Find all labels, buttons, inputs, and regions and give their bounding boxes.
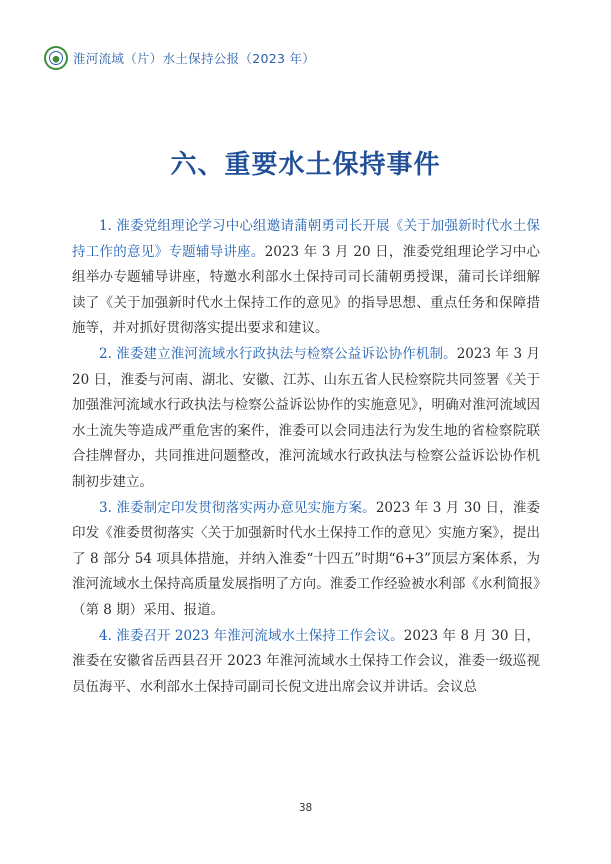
event-body-3: 2023 年 3 月 30 日，淮委印发《淮委贯彻落实〈关于加强新时代水土保持工作的意见〉实施方案》，提出了 8 部分 54 项具体措施，并纳入淮委“十四五”时期“6+3”顶层方案体系，为淮河流域水土保持高质量发展指明了方向。淮委工作经验被水利部《水利简报》（第 8 期）采用、报道。 <box>72 499 540 618</box>
event-body-1: 2023 年 3 月 20 日，淮委党组理论学习中心组举办专题辅导讲座，特邀水利部水土保持司司长蒲朝勇授课，蒲司长详细解读了《关于加强新时代水土保持工作的意见》的指导思想、重点任务和保障措施等，并对抓好贯彻落实提出要求和建议。 <box>72 243 540 337</box>
emblem-logo-inner <box>49 51 63 65</box>
event-paragraph-3 <box>72 496 540 624</box>
event-body-2: 2023 年 3 月 20 日，淮委与河南、湖北、安徽、江苏、山东五省人民检察院共同签署《关于加强淮河流域水行政执法与检察公益诉讼协作的实施意见》，明确对淮河流域因水土流失等造成严重危害的案件，淮委可以会同违法行为发生地的省检察院联合挂牌督办，共同推进问题整改，淮河流域水行政执法与检察公益诉讼协作机制初步建立。 <box>72 345 541 490</box>
event-paragraph-1 <box>72 214 540 342</box>
event-body-4: 2023 年 8 月 30 日，淮委在安徽省岳西县召开 2023 年淮河流域水土保持工作会议，淮委一级巡视员伍海平、水利部水土保持司副司长倪文进出席会议并讲话。会议总 <box>72 627 540 695</box>
event-heading-2: 2. 淮委建立淮河流域水行政执法与检察公益诉讼协作机制。 <box>99 345 457 362</box>
event-heading-3: 3. 淮委制定印发贯彻落实两办意见实施方案。 <box>99 499 376 516</box>
event-paragraph-2 <box>72 342 540 496</box>
page-header <box>44 46 315 70</box>
page-number: 38 <box>298 802 313 814</box>
document-body <box>72 214 540 700</box>
emblem-logo-icon <box>44 46 68 70</box>
event-heading-1: 1. 淮委党组理论学习中心组邀请蒲朝勇司长开展《关于加强新时代水土保持工作的意见》专题辅导讲座。 <box>72 218 540 260</box>
header-title: 淮河流域（片）水土保持公报（2023 年） <box>73 51 316 66</box>
section-title: 六、重要水土保持事件 <box>170 150 441 180</box>
event-heading-4: 4. 淮委召开 2023 年淮河流域水土保持工作会议。 <box>99 627 404 644</box>
event-paragraph-4 <box>72 624 540 701</box>
